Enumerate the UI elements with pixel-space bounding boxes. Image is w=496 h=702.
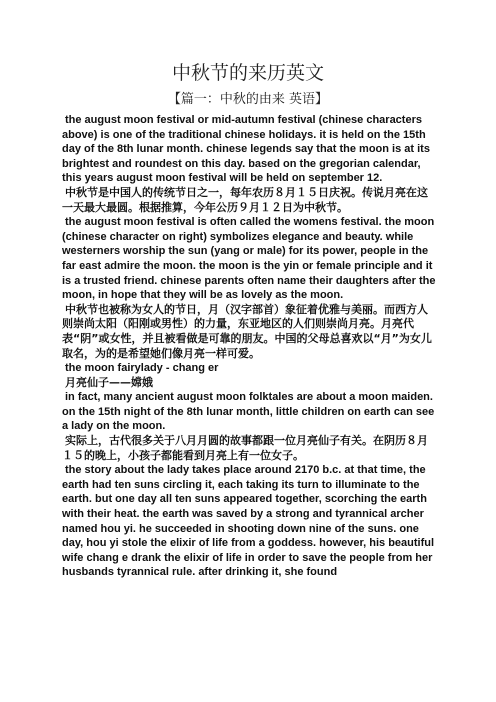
section-heading-zh: 月亮仙子——嫦娥 (65, 375, 153, 389)
paragraph-zh-2: 中秋节也被称为女人的节日，月（汉字部首）象征着优雅与美丽。而西方人则崇尚太阳（阳刚或男性）的力量，东亚地区的人们则崇尚月亮。月亮代表“阴”或女性，并且被看做是可靠的朋友。中国的父母总喜欢以“月”为女儿取名，为的是希望她们像月亮一样可爱。 (62, 302, 432, 360)
paragraph-zh-1: 中秋节是中国人的传统节日之一，每年农历８月１５日庆祝。传说月亮在这一天最大最圆。根据推算，今年公历９月１２日为中秋节。 (62, 185, 428, 214)
section-heading-en: the moon fairylady - chang er (65, 362, 219, 375)
document-title: 中秋节的来历英文 (171, 62, 324, 84)
paragraph-en-1: the august moon festival or mid-autumn festival (chinese characters above) is one of the traditional chinese holidays. it is held on the 15th day of the 8th lunar month. chinese legends say that the moon is at its brightest and roundest on this day. based on the gregorian calendar, this years august moon festival will be held on september 12. (62, 114, 430, 185)
paragraph-en-2: the august moon festival is often called the womens festival. the moon (chinese character on right) symbolizes elegance and beauty. while westerners worship the sun (yang or male) for its power, people in the far east admire the moon. the moon is the yin or female principle and it is a trusted friend. chinese parents often name their daughters after the moon, in hope that they will be as lovely as the moon. (62, 216, 436, 302)
paragraph-en-4: the story about the lady takes place around 2170 b.c. at that time, the earth had ten suns circling it, each taking its turn to illuminate to the earth. but one day all ten suns appeared together, scorching the earth with their heat. the earth was saved by a strong and tyrannical archer named hou yi. he succeeded in shooting down nine of the suns. one day, hou yi stole the elixir of life from a goddess. however, his beautiful wife chang e drank the elixir of life in order to save the people from her husbands tyrannical rule. after drinking it, she found (62, 464, 435, 579)
document-body (62, 113, 436, 580)
document-subtitle: 【篇一：中秋的由来 英语】 (167, 92, 329, 107)
paragraph-zh-3: 实际上，古代很多关于八月月圆的故事都跟一位月亮仙子有关。在阴历８月１５的晚上，小孩子都能看到月亮上有一位女子。 (62, 434, 428, 462)
paragraph-en-3: in fact, many ancient august moon folktales are about a moon maiden. on the 15th night of the 8th lunar month, little children on earth can see a lady on the moon. (62, 391, 435, 433)
